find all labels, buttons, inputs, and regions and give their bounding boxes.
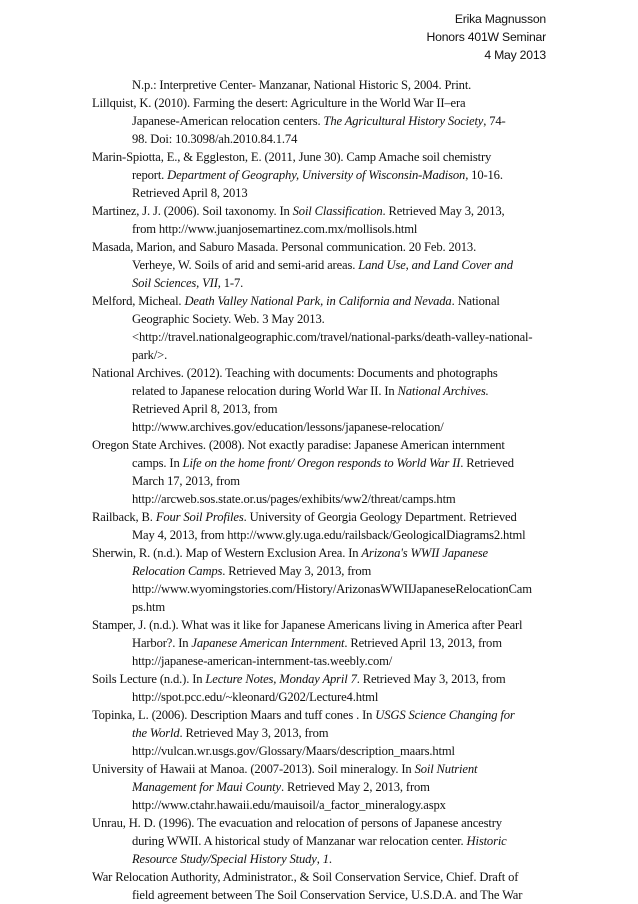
reference-line bbox=[92, 832, 552, 850]
reference-line bbox=[92, 76, 552, 94]
reference-text: Melford, Micheal. bbox=[92, 294, 185, 308]
reference-entry bbox=[92, 616, 552, 670]
reference-text: <http://travel.nationalgeographic.com/travel/national-parks/death-valley-national- bbox=[132, 330, 533, 344]
reference-text: http://spot.pcc.edu/~kleonard/G202/Lecture4.html bbox=[132, 690, 379, 704]
reference-line bbox=[92, 364, 552, 382]
reference-text: http://www.wyomingstories.com/History/ArizonasWWIIJapaneseRelocationCam bbox=[132, 582, 532, 596]
reference-text: http://japanese-american-internment-tas.weebly.com/ bbox=[132, 654, 393, 668]
reference-line bbox=[92, 850, 552, 868]
course-name: Honors 401W Seminar bbox=[426, 30, 546, 44]
reference-line bbox=[92, 112, 552, 130]
reference-text: Sherwin, R. (n.d.). Map of Western Exclusion Area. In bbox=[92, 546, 362, 560]
reference-text: . Retrieved May 3, 2013, from bbox=[222, 564, 372, 578]
reference-line bbox=[92, 328, 552, 346]
reference-line bbox=[92, 670, 552, 688]
reference-text: , 10-16. bbox=[465, 168, 503, 182]
reference-text: Retrieved April 8, 2013 bbox=[132, 186, 248, 200]
reference-italic-text: Historic bbox=[466, 834, 507, 848]
reference-italic-text: Death Valley National Park, in California and Nevada bbox=[184, 294, 452, 308]
reference-text: . Retrieved May 2, 2013, from bbox=[280, 780, 430, 794]
reference-text: May 4, 2013, from http://www.gly.uga.edu/railsback/GeologicalDiagrams2.html bbox=[132, 528, 526, 542]
reference-line bbox=[92, 724, 552, 742]
reference-text: . bbox=[328, 852, 332, 866]
reference-line bbox=[92, 508, 552, 526]
author-name: Erika Magnusson bbox=[454, 12, 546, 26]
reference-line bbox=[92, 454, 552, 472]
reference-italic-text: Japanese American Internment bbox=[191, 636, 345, 650]
reference-entry bbox=[92, 238, 552, 292]
reference-line bbox=[92, 274, 552, 292]
reference-line bbox=[92, 544, 552, 562]
reference-line bbox=[92, 256, 552, 274]
reference-italic-text: Soil Sciences, VII bbox=[132, 276, 218, 290]
reference-text: http://www.archives.gov/education/lessons/japanese-relocation/ bbox=[132, 420, 444, 434]
reference-text: Martinez, J. J. (2006). Soil taxonomy. In bbox=[92, 204, 293, 218]
reference-italic-text: USGS Science Changing for bbox=[375, 708, 515, 722]
reference-text: . University of Georgia Geology Department. Retrieved bbox=[243, 510, 517, 524]
reference-italic-text: Four Soil Profiles bbox=[155, 510, 244, 524]
reference-text: Verheye, W. Soils of arid and semi-arid areas. bbox=[132, 258, 359, 272]
reference-line bbox=[92, 580, 552, 598]
reference-text: Oregon State Archives. (2008). Not exactly paradise: Japanese American internment bbox=[92, 438, 505, 452]
reference-text: Marin-Spiotta, E., & Eggleston, E. (2011, June 30). Camp Amache soil chemistry bbox=[92, 150, 492, 164]
reference-line bbox=[92, 148, 552, 166]
reference-entry bbox=[92, 436, 552, 508]
header-date: 4 May 2013 bbox=[484, 48, 546, 62]
reference-italic-text: Department of Geography, University of Wisconsin-Madison bbox=[167, 168, 466, 182]
reference-entry bbox=[92, 292, 552, 364]
reference-italic-text: Relocation Camps bbox=[132, 564, 223, 578]
reference-text: Unrau, H. D. (1996). The evacuation and relocation of persons of Japanese ancestry bbox=[92, 816, 502, 830]
reference-italic-text: 1 bbox=[322, 852, 329, 866]
reference-text: Soils Lecture (n.d.). In bbox=[92, 672, 206, 686]
reference-entry bbox=[92, 544, 552, 616]
reference-italic-text: The Agricultural History Society bbox=[323, 114, 484, 128]
reference-text: March 17, 2013, from bbox=[132, 474, 240, 488]
reference-line bbox=[92, 400, 552, 418]
reference-entry bbox=[92, 76, 552, 94]
reference-text: report. bbox=[132, 168, 168, 182]
reference-entry bbox=[92, 202, 552, 238]
reference-line bbox=[92, 778, 552, 796]
reference-text: Topinka, L. (2006). Description Maars and tuff cones . In bbox=[92, 708, 376, 722]
reference-italic-text: the World bbox=[132, 726, 180, 740]
reference-text: http://arcweb.sos.state.or.us/pages/exhibits/ww2/threat/camps.htm bbox=[132, 492, 456, 506]
reference-italic-text: Soil Nutrient bbox=[414, 762, 478, 776]
reference-text: field agreement between The Soil Conservation Service, U.S.D.A. and The War bbox=[132, 888, 523, 902]
reference-text: . Retrieved May 3, 2013, from bbox=[179, 726, 329, 740]
page-header bbox=[427, 10, 546, 64]
reference-text: , 74- bbox=[483, 114, 506, 128]
reference-text: camps. In bbox=[132, 456, 183, 470]
reference-entry bbox=[92, 94, 552, 148]
reference-entry bbox=[92, 814, 552, 868]
reference-entry bbox=[92, 706, 552, 760]
reference-entry bbox=[92, 868, 552, 904]
reference-entry bbox=[92, 148, 552, 202]
reference-text: from http://www.juanjosemartinez.com.mx/mollisols.html bbox=[132, 222, 418, 236]
reference-text: ps.htm bbox=[132, 600, 166, 614]
reference-line bbox=[92, 472, 552, 490]
reference-italic-text: Resource Study/Special History Study bbox=[132, 852, 317, 866]
reference-text: http://www.ctahr.hawaii.edu/mauisoil/a_factor_mineralogy.aspx bbox=[132, 798, 446, 812]
reference-text: N.p.: Interpretive Center- Manzanar, National Historic S, 2004. Print. bbox=[132, 78, 472, 92]
reference-line bbox=[92, 868, 552, 886]
reference-line bbox=[92, 436, 552, 454]
reference-line bbox=[92, 310, 552, 328]
reference-text: during WWII. A historical study of Manzanar war relocation center. bbox=[132, 834, 467, 848]
reference-entry bbox=[92, 508, 552, 544]
reference-line bbox=[92, 94, 552, 112]
reference-line bbox=[92, 814, 552, 832]
reference-text: http://vulcan.wr.usgs.gov/Glossary/Maars/description_maars.html bbox=[132, 744, 455, 758]
reference-text: University of Hawaii at Manoa. (2007-2013). Soil mineralogy. In bbox=[92, 762, 415, 776]
reference-line bbox=[92, 130, 552, 148]
reference-line bbox=[92, 616, 552, 634]
reference-text: Japanese-American relocation centers. bbox=[132, 114, 324, 128]
references-list bbox=[92, 76, 552, 904]
reference-line bbox=[92, 418, 552, 436]
reference-text: War Relocation Authority, Administrator., & Soil Conservation Service, Chief. Draft of bbox=[92, 870, 519, 884]
reference-italic-text: Soil Classification bbox=[292, 204, 383, 218]
reference-line bbox=[92, 652, 552, 670]
reference-text: , 1-7. bbox=[217, 276, 244, 290]
reference-line bbox=[92, 382, 552, 400]
reference-italic-text: Arizona's WWII Japanese bbox=[361, 546, 488, 560]
reference-text: Masada, Marion, and Saburo Masada. Personal communication. 20 Feb. 2013. bbox=[92, 240, 477, 254]
reference-entry bbox=[92, 760, 552, 814]
reference-text: park/>. bbox=[132, 348, 168, 362]
reference-italic-text: Life on the home front/ Oregon responds to World War II bbox=[182, 456, 461, 470]
reference-text: . Retrieved April 13, 2013, from bbox=[344, 636, 502, 650]
reference-line bbox=[92, 526, 552, 544]
reference-line bbox=[92, 490, 552, 508]
reference-text: . Retrieved bbox=[460, 456, 514, 470]
reference-entry bbox=[92, 670, 552, 706]
reference-text: , bbox=[316, 852, 323, 866]
reference-entry bbox=[92, 364, 552, 436]
reference-italic-text: National Archives. bbox=[397, 384, 489, 398]
reference-line bbox=[92, 562, 552, 580]
reference-line bbox=[92, 634, 552, 652]
reference-line bbox=[92, 886, 552, 904]
reference-line bbox=[92, 292, 552, 310]
reference-line bbox=[92, 742, 552, 760]
reference-text: . Retrieved May 3, 2013, from bbox=[356, 672, 506, 686]
reference-line bbox=[92, 598, 552, 616]
reference-italic-text: Management for Maui County bbox=[132, 780, 281, 794]
reference-line bbox=[92, 796, 552, 814]
reference-line bbox=[92, 202, 552, 220]
reference-text: National Archives. (2012). Teaching with documents: Documents and photographs bbox=[92, 366, 498, 380]
reference-text: . National bbox=[451, 294, 500, 308]
reference-line bbox=[92, 760, 552, 778]
reference-text: 98. Doi: 10.3098/ah.2010.84.1.74 bbox=[132, 132, 298, 146]
reference-text: Retrieved April 8, 2013, from bbox=[132, 402, 278, 416]
reference-line bbox=[92, 346, 552, 364]
reference-line bbox=[92, 706, 552, 724]
reference-text: Stamper, J. (n.d.). What was it like for Japanese Americans living in America after Pearl bbox=[92, 618, 523, 632]
reference-italic-text: Land Use, and Land Cover and bbox=[358, 258, 513, 272]
reference-text: Harbor?. In bbox=[132, 636, 192, 650]
reference-line bbox=[92, 220, 552, 238]
reference-text: related to Japanese relocation during World War II. In bbox=[132, 384, 398, 398]
reference-line bbox=[92, 166, 552, 184]
reference-line bbox=[92, 184, 552, 202]
reference-line bbox=[92, 688, 552, 706]
reference-italic-text: Lecture Notes, Monday April 7 bbox=[205, 672, 357, 686]
reference-text: Lillquist, K. (2010). Farming the desert: Agriculture in the World War II–era bbox=[92, 96, 466, 110]
reference-text: Geographic Society. Web. 3 May 2013. bbox=[132, 312, 325, 326]
reference-text: Railback, B. bbox=[92, 510, 156, 524]
reference-line bbox=[92, 238, 552, 256]
reference-text: . Retrieved May 3, 2013, bbox=[382, 204, 505, 218]
